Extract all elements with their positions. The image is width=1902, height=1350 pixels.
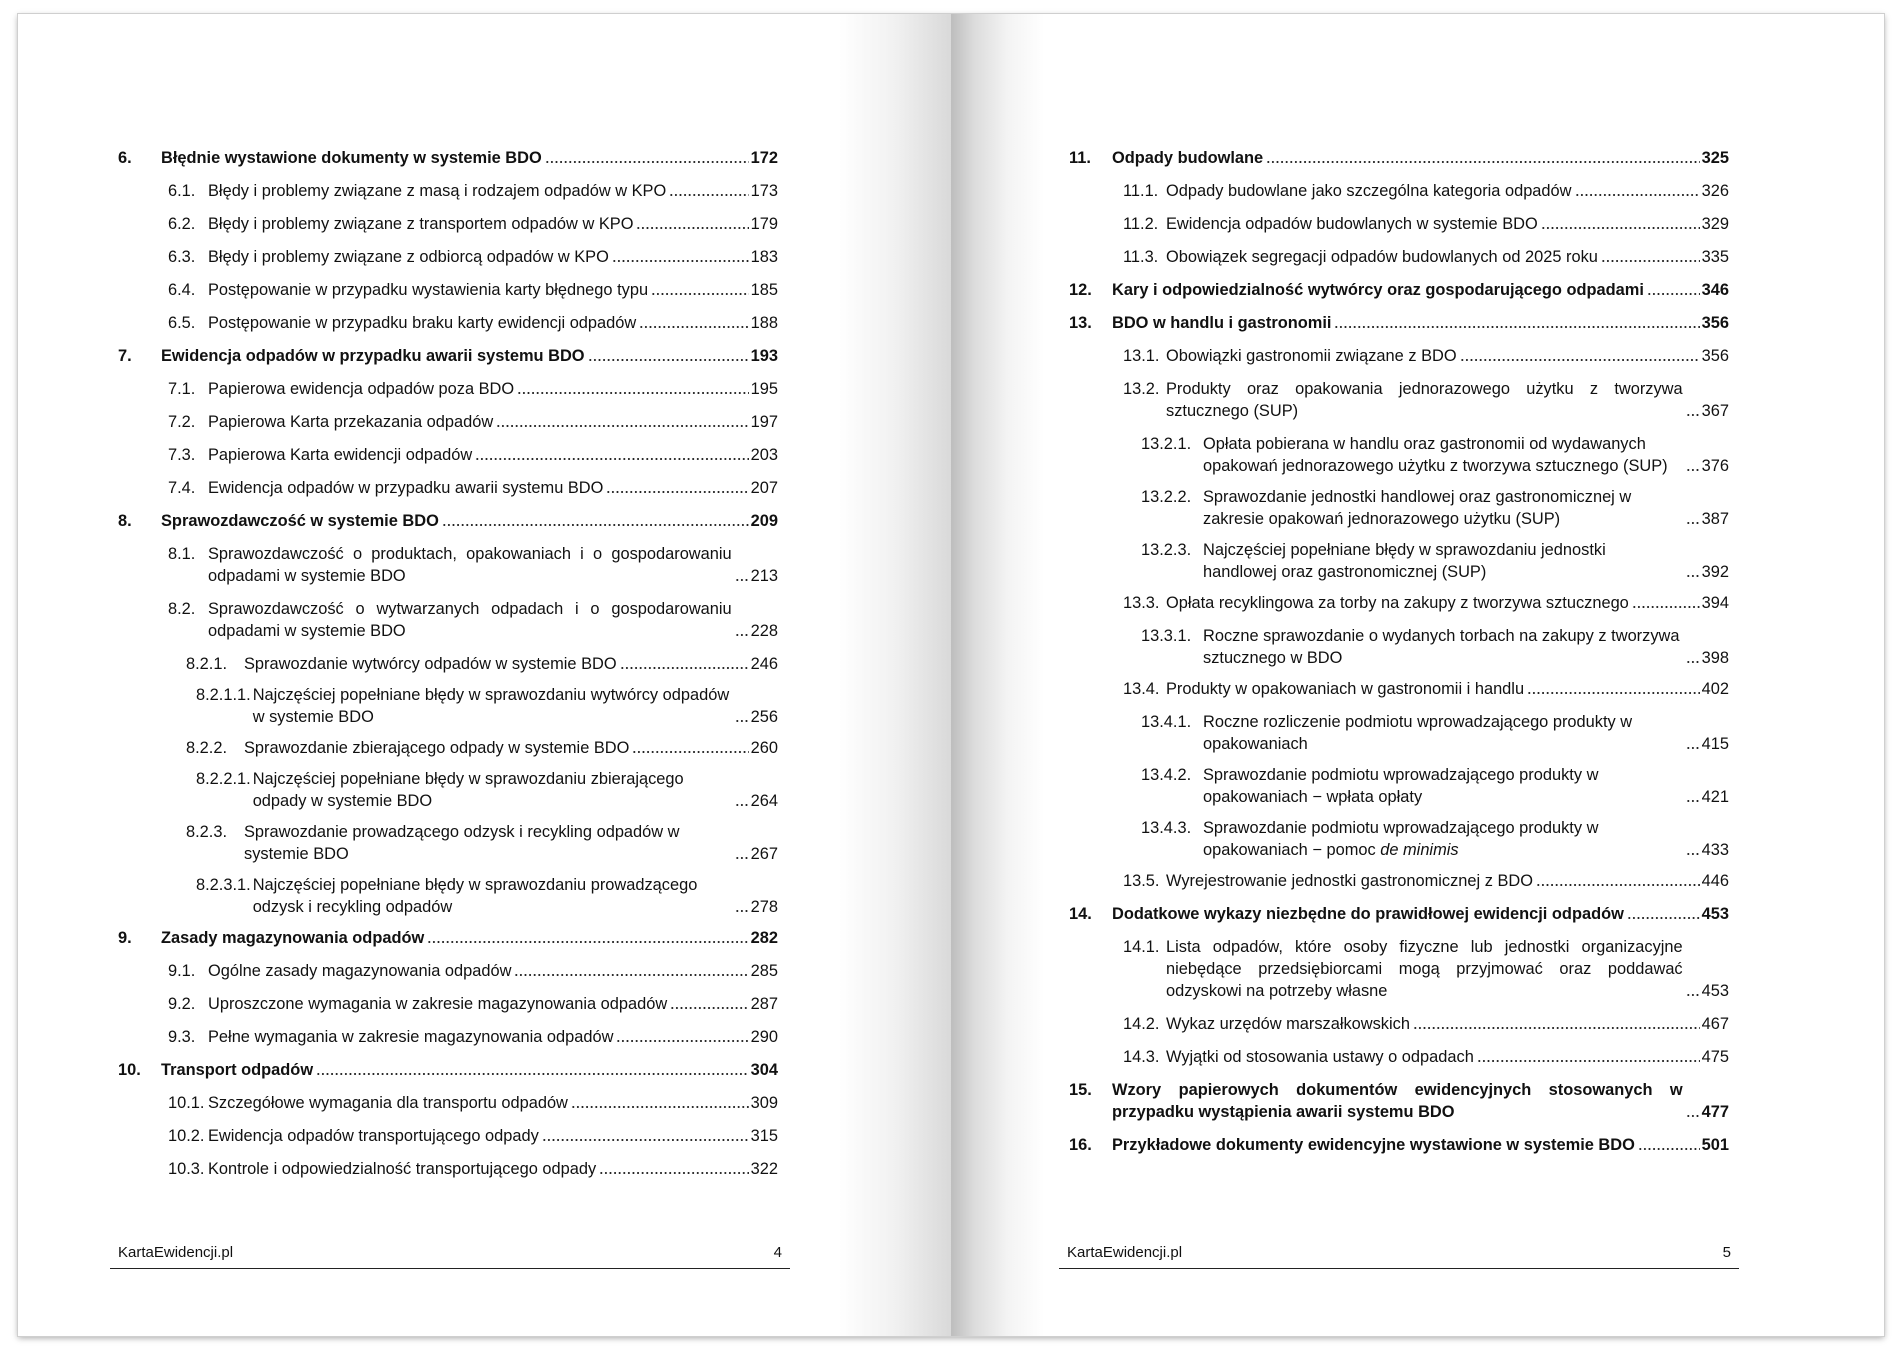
- toc-entry-title: Wyrejestrowanie jednostki gastronomicznej z BDO: [1166, 872, 1533, 890]
- toc-entry-page: 256: [750, 708, 778, 726]
- dot-leader: [514, 973, 748, 977]
- toc-entry-number: 8.2.3.1.: [196, 876, 251, 894]
- toc-entry: [1069, 764, 1729, 808]
- toc-entry-page: 402: [1701, 680, 1729, 698]
- toc-entry-title: Najczęściej popełniane błędy w sprawozdaniu prowadzącego odzysk i recykling odpadów: [252, 876, 698, 916]
- toc-entry-title: Sprawozdanie wytwórcy odpadów w systemie BDO: [244, 655, 617, 673]
- dot-leader: [599, 1171, 748, 1175]
- dot-leader: [612, 259, 749, 263]
- dot-leader: [1686, 660, 1700, 664]
- page-footer-right: [1059, 1240, 1739, 1269]
- toc-entry-title: Błędy i problemy związane z transportem odpadów w KPO: [208, 215, 634, 233]
- dot-leader: [1601, 259, 1700, 263]
- toc-entry-title: Pełne wymagania w zakresie magazynowania odpadów: [208, 1028, 614, 1046]
- toc-entry-title: Dodatkowe wykazy niezbędne do prawidłowej ewidencji odpadów: [1112, 905, 1624, 923]
- dot-leader: [735, 803, 749, 807]
- footer-site: KartaEwidencji.pl: [1067, 1244, 1183, 1261]
- dot-leader: [496, 424, 748, 428]
- dot-leader: [1460, 358, 1700, 362]
- toc-entry: [118, 653, 778, 675]
- toc-entry: [118, 1026, 778, 1048]
- toc-entry: [1069, 1046, 1729, 1068]
- dot-leader: [632, 750, 748, 754]
- toc-entry-page: 264: [750, 792, 778, 810]
- toc-entry-page: 326: [1701, 182, 1729, 200]
- toc-entry-page: 278: [750, 898, 778, 916]
- open-book: [18, 14, 1884, 1336]
- toc-entry-title: BDO w handlu i gastronomii: [1112, 314, 1332, 332]
- toc-entry-number: 14.3.: [1123, 1048, 1160, 1066]
- toc-entry-number: 13.4.1.: [1141, 713, 1192, 731]
- toc-entry: [1069, 180, 1729, 202]
- dot-leader: [427, 940, 748, 944]
- toc-entry: [118, 768, 778, 812]
- left-page: [18, 14, 951, 1336]
- toc-entry-page: 179: [750, 215, 778, 233]
- toc-entry-page: 246: [750, 655, 778, 673]
- toc-entry-number: 13.: [1069, 314, 1092, 332]
- toc-entry-number: 14.1.: [1123, 938, 1160, 956]
- toc-entry-number: 11.: [1069, 149, 1091, 167]
- toc-entry-title: Transport odpadów: [161, 1061, 314, 1079]
- toc-entry-number: 8.2.1.1.: [196, 686, 251, 704]
- dot-leader: [651, 292, 749, 296]
- toc-entry-number: 12.: [1069, 281, 1092, 299]
- toc-entry-number: 10.1.: [168, 1094, 205, 1112]
- toc-entry: [1069, 1013, 1729, 1035]
- toc-entry: [118, 684, 778, 728]
- toc-entry: [1069, 936, 1729, 1002]
- toc-entry: [1069, 486, 1729, 530]
- dot-leader: [735, 633, 749, 637]
- toc-entry-page: 387: [1701, 510, 1729, 528]
- toc-entry: [118, 1125, 778, 1147]
- dot-leader: [639, 325, 748, 329]
- dot-leader: [1686, 1114, 1700, 1118]
- dot-leader: [545, 160, 749, 164]
- toc-entry-number: 13.2.: [1123, 380, 1160, 398]
- dot-leader: [1686, 574, 1700, 578]
- right-page: [951, 14, 1884, 1336]
- toc-entry-title: Błędy i problemy związane z masą i rodzajem odpadów w KPO: [208, 182, 667, 200]
- toc-entry: [1069, 711, 1729, 755]
- dot-leader: [1686, 746, 1700, 750]
- dot-leader: [542, 1138, 749, 1142]
- toc-entry-title: Odpady budowlane: [1112, 149, 1264, 167]
- toc-entry-title: Ewidencja odpadów budowlanych w systemie BDO: [1166, 215, 1538, 233]
- toc-entry-page: 392: [1701, 563, 1729, 581]
- toc-entry-number: 6.: [118, 149, 132, 167]
- toc-entry-number: 16.: [1069, 1136, 1092, 1154]
- dot-leader: [620, 666, 749, 670]
- table-of-contents-left: [118, 147, 778, 1191]
- toc-entry-page: 309: [750, 1094, 778, 1112]
- dot-leader: [571, 1105, 749, 1109]
- toc-entry-number: 13.1.: [1123, 347, 1160, 365]
- toc-entry-number: 10.2.: [168, 1127, 205, 1145]
- page-number: 4: [773, 1244, 782, 1261]
- toc-entry-page: 335: [1701, 248, 1729, 266]
- toc-entry-title: Błędy i problemy związane z odbiorcą odpadów w KPO: [208, 248, 609, 266]
- toc-entry: [1069, 279, 1729, 301]
- toc-entry-number: 13.3.: [1123, 594, 1160, 612]
- toc-entry-number: 13.4.3.: [1141, 819, 1192, 837]
- toc-entry-title: Sprawozdanie jednostki handlowej oraz gastronomicznej w zakresie opakowań jednorazowego użytku (SUP): [1203, 488, 1632, 528]
- toc-entry-page: 475: [1701, 1048, 1729, 1066]
- toc-entry-title: Zasady magazynowania odpadów: [161, 929, 425, 947]
- toc-entry-number: 8.2.2.: [186, 739, 228, 757]
- toc-entry-title: Wzory papierowych dokumentów ewidencyjnych stosowanych w przypadku wystąpienia awarii systemu BDO: [1112, 1081, 1683, 1121]
- toc-entry-number: 8.2.2.1.: [196, 770, 251, 788]
- toc-entry: [1069, 1134, 1729, 1156]
- toc-entry-page: 415: [1701, 735, 1729, 753]
- dot-leader: [1527, 691, 1700, 695]
- toc-entry-title: Obowiązek segregacji odpadów budowlanych od 2025 roku: [1166, 248, 1598, 266]
- dot-leader: [1686, 852, 1700, 856]
- dot-leader: [1686, 468, 1700, 472]
- toc-entry-number: 7.4.: [168, 479, 196, 497]
- dot-leader: [735, 719, 749, 723]
- toc-entry: [1069, 539, 1729, 583]
- toc-entry-number: 8.2.3.: [186, 823, 228, 841]
- toc-entry-title: Ogólne zasady magazynowania odpadów: [208, 962, 512, 980]
- toc-entry: [118, 213, 778, 235]
- toc-entry: [118, 477, 778, 499]
- toc-entry-number: 13.5.: [1123, 872, 1160, 890]
- toc-entry-number: 7.2.: [168, 413, 196, 431]
- toc-entry-page: 329: [1701, 215, 1729, 233]
- toc-entry: [118, 960, 778, 982]
- toc-entry-page: 501: [1701, 1136, 1729, 1154]
- dot-leader: [1638, 1147, 1700, 1151]
- toc-entry-page: 304: [750, 1061, 778, 1079]
- dot-leader: [669, 193, 748, 197]
- dot-leader: [735, 856, 749, 860]
- toc-entry-number: 13.2.2.: [1141, 488, 1192, 506]
- toc-entry-page: 213: [750, 567, 778, 585]
- toc-entry: [118, 874, 778, 918]
- toc-entry-number: 7.: [118, 347, 132, 365]
- toc-entry-title: Postępowanie w przypadku wystawienia karty błędnego typu: [208, 281, 649, 299]
- toc-entry: [118, 444, 778, 466]
- toc-entry-number: 9.2.: [168, 995, 196, 1013]
- dot-leader: [588, 358, 749, 362]
- dot-leader: [1334, 325, 1699, 329]
- toc-entry: [118, 1059, 778, 1081]
- toc-entry-page: 290: [750, 1028, 778, 1046]
- toc-entry: [118, 927, 778, 949]
- toc-entry: [118, 246, 778, 268]
- toc-entry-page: 172: [750, 149, 778, 167]
- toc-entry-title: Postępowanie w przypadku braku karty ewidencji odpadów: [208, 314, 637, 332]
- dot-leader: [606, 490, 748, 494]
- toc-entry-page: 209: [750, 512, 778, 530]
- toc-entry-page: 228: [750, 622, 778, 640]
- toc-entry-page: 260: [750, 739, 778, 757]
- toc-entry-title: Roczne sprawozdanie o wydanych torbach na zakupy z tworzywa sztucznego w BDO: [1203, 627, 1680, 667]
- toc-entry-title: Ewidencja odpadów w przypadku awarii systemu BDO: [161, 347, 585, 365]
- toc-entry-title: Uproszczone wymagania w zakresie magazynowania odpadów: [208, 995, 668, 1013]
- toc-entry-title: Lista odpadów, które osoby fizyczne lub jednostki organizacyjne niebędące przedsiębiorcami mogą przyjmować oraz poddawać odzyskowi na potrzeby własne: [1166, 938, 1683, 1000]
- toc-entry-title: Sprawozdanie podmiotu wprowadzającego produkty w opakowaniach − wpłata opłaty: [1203, 766, 1599, 806]
- toc-entry-title: Wyjątki od stosowania ustawy o odpadach: [1166, 1048, 1474, 1066]
- toc-entry-number: 13.2.1.: [1141, 435, 1192, 453]
- toc-entry-title: Wykaz urzędów marszałkowskich: [1166, 1015, 1410, 1033]
- dot-leader: [1627, 916, 1700, 920]
- toc-entry-page: 421: [1701, 788, 1729, 806]
- toc-entry: [118, 1158, 778, 1180]
- toc-entry-number: 13.3.1.: [1141, 627, 1192, 645]
- toc-entry-page: 173: [750, 182, 778, 200]
- toc-entry-title: Ewidencja odpadów w przypadku awarii systemu BDO: [208, 479, 604, 497]
- toc-entry: [1069, 345, 1729, 367]
- toc-entry: [1069, 1079, 1729, 1123]
- dot-leader: [1686, 993, 1700, 997]
- page-number: 5: [1722, 1244, 1731, 1261]
- toc-entry-page: 453: [1701, 982, 1729, 1000]
- dot-leader: [1632, 605, 1700, 609]
- toc-entry-page: 267: [750, 845, 778, 863]
- toc-entry-title: Błędnie wystawione dokumenty w systemie BDO: [161, 149, 542, 167]
- toc-entry-page: 188: [750, 314, 778, 332]
- dot-leader: [616, 1039, 748, 1043]
- toc-entry-number: 14.: [1069, 905, 1092, 923]
- dot-leader: [316, 1072, 749, 1076]
- toc-entry: [118, 993, 778, 1015]
- dot-leader: [1647, 292, 1700, 296]
- toc-entry-number: 8.1.: [168, 545, 196, 563]
- toc-entry: [118, 180, 778, 202]
- toc-entry-number: 9.1.: [168, 962, 196, 980]
- toc-entry: [1069, 246, 1729, 268]
- toc-entry-title: Szczegółowe wymagania dla transportu odpadów: [208, 1094, 568, 1112]
- toc-entry: [118, 598, 778, 642]
- dot-leader: [1413, 1026, 1700, 1030]
- toc-entry-number: 6.2.: [168, 215, 196, 233]
- toc-entry: [1069, 903, 1729, 925]
- toc-entry-title: Papierowa Karta ewidencji odpadów: [208, 446, 473, 464]
- toc-entry: [118, 1092, 778, 1114]
- toc-entry-title: Roczne rozliczenie podmiotu wprowadzającego produkty w opakowaniach: [1203, 713, 1633, 753]
- toc-entry-page: 203: [750, 446, 778, 464]
- toc-entry: [1069, 312, 1729, 334]
- toc-entry-page: 356: [1701, 314, 1729, 332]
- toc-entry-number: 9.3.: [168, 1028, 196, 1046]
- toc-entry-page: 207: [750, 479, 778, 497]
- toc-entry: [1069, 433, 1729, 477]
- toc-entry-title: Sprawozdanie zbierającego odpady w systemie BDO: [244, 739, 630, 757]
- toc-entry-page: 285: [750, 962, 778, 980]
- toc-entry-number: 6.3.: [168, 248, 196, 266]
- dot-leader: [1477, 1059, 1700, 1063]
- toc-entry-page: 453: [1701, 905, 1729, 923]
- toc-entry-page: 433: [1701, 841, 1729, 859]
- toc-entry-page: 185: [750, 281, 778, 299]
- toc-entry: [1069, 870, 1729, 892]
- page-footer-left: [110, 1240, 790, 1269]
- table-of-contents-right: [1069, 147, 1729, 1167]
- dot-leader: [1541, 226, 1700, 230]
- toc-entry-page: 346: [1701, 281, 1729, 299]
- toc-entry-page: 315: [750, 1127, 778, 1145]
- toc-entry: [118, 378, 778, 400]
- toc-entry-title: Sprawozdanie podmiotu wprowadzającego produkty w opakowaniach − pomoc de minimis: [1203, 819, 1599, 859]
- toc-entry-number: 11.2.: [1123, 215, 1159, 233]
- toc-entry-page: 446: [1701, 872, 1729, 890]
- toc-entry-title: Sprawozdawczość w systemie BDO: [161, 512, 439, 530]
- toc-entry-title: Najczęściej popełniane błędy w sprawozdaniu jednostki handlowej oraz gastronomicznej (SUP): [1203, 541, 1606, 581]
- toc-entry-page: 282: [750, 929, 778, 947]
- dot-leader: [735, 909, 749, 913]
- toc-entry-title: Kary i odpowiedzialność wytwórcy oraz gospodarującego odpadami: [1112, 281, 1644, 299]
- dot-leader: [670, 1006, 748, 1010]
- toc-entry-title: Najczęściej popełniane błędy w sprawozdaniu zbierającego odpady w systemie BDO: [252, 770, 684, 810]
- toc-entry-page: 367: [1701, 402, 1729, 420]
- dot-leader: [517, 391, 748, 395]
- toc-entry-page: 322: [750, 1160, 778, 1178]
- toc-entry-number: 10.3.: [168, 1160, 205, 1178]
- toc-entry: [1069, 678, 1729, 700]
- toc-entry-number: 13.4.: [1123, 680, 1160, 698]
- toc-entry-page: 467: [1701, 1015, 1729, 1033]
- toc-entry: [118, 821, 778, 865]
- dot-leader: [1575, 193, 1700, 197]
- toc-entry-number: 10.: [118, 1061, 141, 1079]
- toc-entry: [118, 737, 778, 759]
- dot-leader: [1686, 413, 1700, 417]
- toc-entry-number: 6.1.: [168, 182, 196, 200]
- toc-entry-page: 193: [750, 347, 778, 365]
- toc-entry-number: 7.1.: [168, 380, 196, 398]
- toc-entry-title: Sprawozdawczość o produktach, opakowaniach i o gospodarowaniu odpadami w systemie BDO: [208, 545, 732, 585]
- toc-entry-page: 398: [1701, 649, 1729, 667]
- toc-entry-number: 15.: [1069, 1081, 1092, 1099]
- toc-entry-title-italic: de minimis: [1380, 841, 1459, 859]
- toc-entry-page: 197: [750, 413, 778, 431]
- dot-leader: [1686, 521, 1700, 525]
- toc-entry: [118, 147, 778, 169]
- toc-entry-number: 8.2.1.: [186, 655, 228, 673]
- toc-entry: [118, 345, 778, 367]
- toc-entry-number: 8.: [118, 512, 132, 530]
- toc-entry-title: Sprawozdanie prowadzącego odzysk i recykling odpadów w systemie BDO: [244, 823, 680, 863]
- toc-entry: [118, 411, 778, 433]
- toc-entry-number: 9.: [118, 929, 132, 947]
- toc-entry: [1069, 147, 1729, 169]
- toc-entry-title: Sprawozdawczość o wytwarzanych odpadach i o gospodarowaniu odpadami w systemie BDO: [208, 600, 732, 640]
- toc-entry-page: 195: [750, 380, 778, 398]
- toc-entry-title: Ewidencja odpadów transportującego odpady: [208, 1127, 539, 1145]
- toc-entry-page: 356: [1701, 347, 1729, 365]
- toc-entry: [1069, 378, 1729, 422]
- toc-entry-title: Odpady budowlane jako szczególna kategoria odpadów: [1166, 182, 1572, 200]
- toc-entry: [1069, 213, 1729, 235]
- toc-entry-title: Opłata pobierana w handlu oraz gastronomii od wydawanych opakowań jednorazowego użytku z tworzywa sztucznego (SUP): [1203, 435, 1668, 475]
- toc-entry: [1069, 592, 1729, 614]
- dot-leader: [475, 457, 748, 461]
- toc-entry: [1069, 817, 1729, 861]
- toc-entry-number: 6.4.: [168, 281, 196, 299]
- toc-entry-title: Najczęściej popełniane błędy w sprawozdaniu wytwórcy odpadów w systemie BDO: [252, 686, 730, 726]
- toc-entry-page: 183: [750, 248, 778, 266]
- toc-entry-title: Kontrole i odpowiedzialność transportującego odpady: [208, 1160, 597, 1178]
- toc-entry-title: Obowiązki gastronomii związane z BDO: [1166, 347, 1457, 365]
- toc-entry-number: 7.3.: [168, 446, 196, 464]
- toc-entry: [118, 312, 778, 334]
- toc-entry-page: 477: [1701, 1103, 1729, 1121]
- dot-leader: [442, 523, 749, 527]
- toc-entry-title: Przykładowe dokumenty ewidencyjne wystawione w systemie BDO: [1112, 1136, 1635, 1154]
- dot-leader: [735, 578, 749, 582]
- dot-leader: [636, 226, 748, 230]
- toc-entry: [118, 510, 778, 532]
- footer-site: KartaEwidencji.pl: [118, 1244, 234, 1261]
- toc-entry-page: 376: [1701, 457, 1729, 475]
- toc-entry-title: Opłata recyklingowa za torby na zakupy z tworzywa sztucznego: [1166, 594, 1629, 612]
- toc-entry: [118, 543, 778, 587]
- dot-leader: [1536, 883, 1700, 887]
- dot-leader: [1686, 799, 1700, 803]
- toc-entry-number: 14.2.: [1123, 1015, 1160, 1033]
- toc-entry-number: 6.5.: [168, 314, 196, 332]
- toc-entry-title: Produkty oraz opakowania jednorazowego użytku z tworzywa sztucznego (SUP): [1166, 380, 1683, 420]
- toc-entry-number: 11.1.: [1123, 182, 1159, 200]
- toc-entry-number: 13.4.2.: [1141, 766, 1192, 784]
- toc-entry-number: 8.2.: [168, 600, 196, 618]
- toc-entry-number: 13.2.3.: [1141, 541, 1192, 559]
- toc-entry-title: Papierowa Karta przekazania odpadów: [208, 413, 494, 431]
- toc-entry-number: 11.3.: [1123, 248, 1159, 266]
- dot-leader: [1266, 160, 1699, 164]
- toc-entry: [118, 279, 778, 301]
- toc-entry-page: 394: [1701, 594, 1729, 612]
- toc-entry-title: Produkty w opakowaniach w gastronomii i handlu: [1166, 680, 1525, 698]
- toc-entry-page: 287: [750, 995, 778, 1013]
- toc-entry: [1069, 625, 1729, 669]
- toc-entry-page: 325: [1701, 149, 1729, 167]
- toc-entry-title: Papierowa ewidencja odpadów poza BDO: [208, 380, 515, 398]
